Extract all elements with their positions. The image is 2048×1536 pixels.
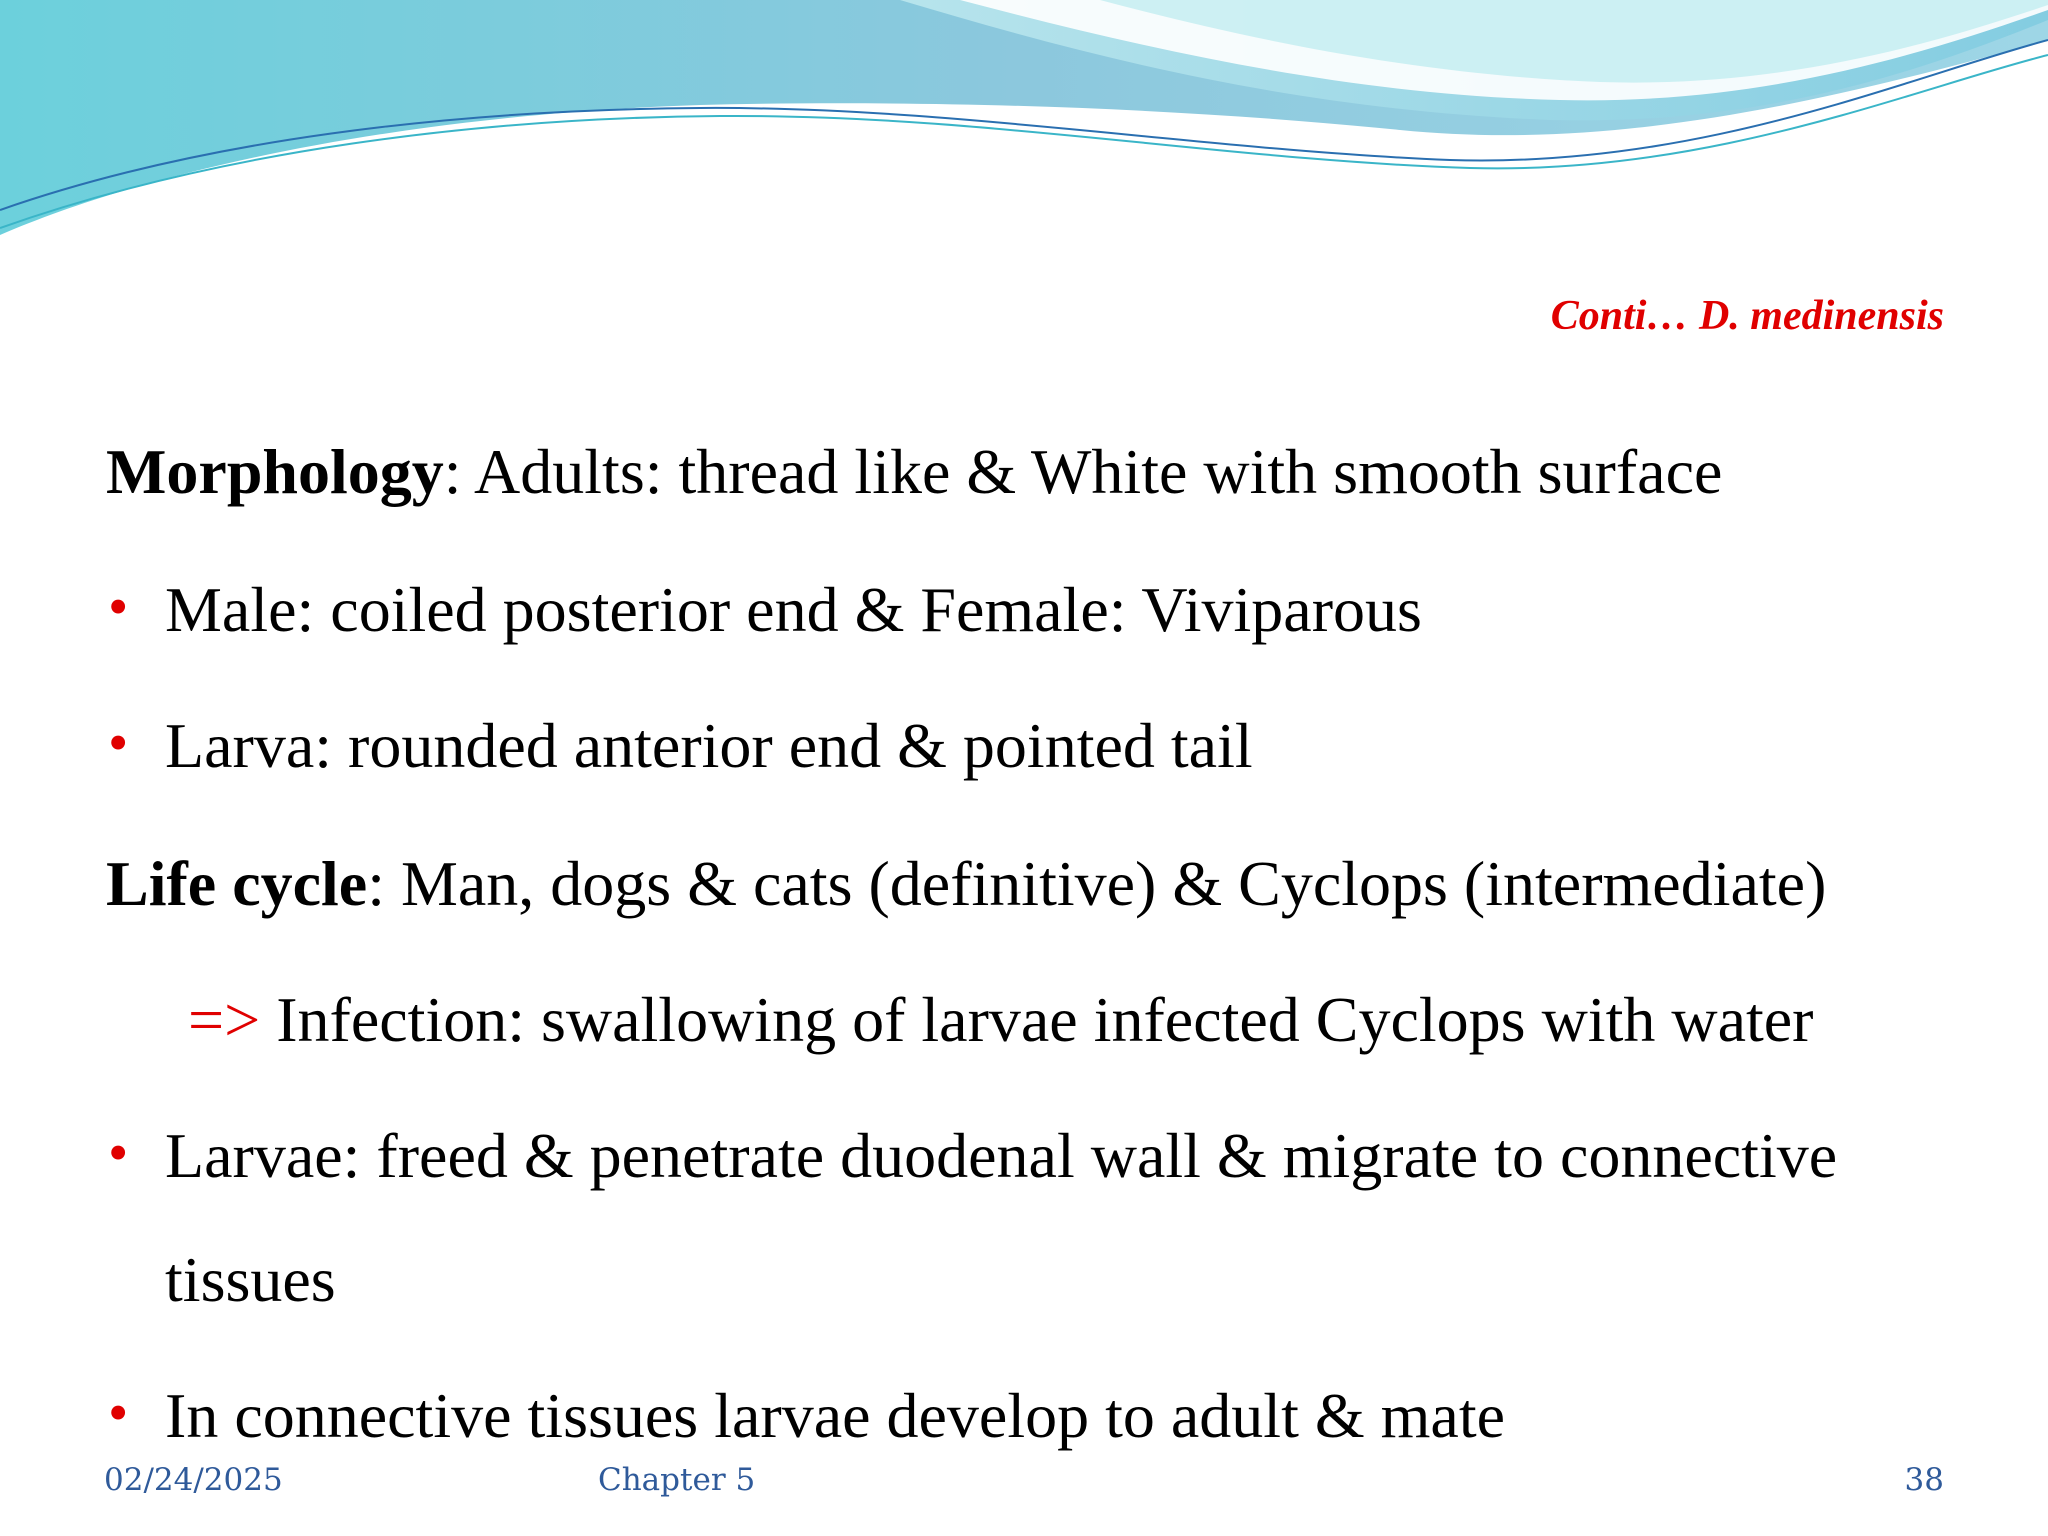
bullet-icon: • [108,1120,129,1185]
arrow-icon: => [188,984,261,1055]
bullet-icon: • [108,1380,129,1445]
footer-chapter: Chapter 5 [598,1462,756,1498]
life-cycle-label: Life cycle [106,848,368,919]
bullet-icon: • [108,574,129,639]
life-cycle-heading [106,848,1827,919]
bullet-larvae-freed: Larvae: freed & penetrate duodenal wall & migrate to connective [165,1120,1838,1191]
morphology-text: : Adults: thread like & White with smooth surface [443,436,1723,507]
header-wave-decoration [0,0,2048,260]
bullet-connective-tissues: In connective tissues larvae develop to adult & mate [165,1380,1505,1451]
footer-page-number: 38 [1904,1462,1944,1498]
morphology-label: Morphology [106,436,444,507]
footer-date: 02/24/2025 [104,1462,283,1498]
infection-text: Infection: swallowing of larvae infected Cyclops with water [260,984,1814,1055]
bullet-larvae-freed-continued: tissues [165,1244,336,1315]
bullet-larva: Larva: rounded anterior end & pointed tail [165,710,1253,781]
morphology-heading [106,436,1723,507]
bullet-icon: • [108,710,129,775]
bullet-male-female: Male: coiled posterior end & Female: Viviparous [165,574,1422,645]
infection-line [188,984,1814,1055]
life-cycle-text: : Man, dogs & cats (definitive) & Cyclops (intermediate) [367,848,1827,919]
slide-subtitle: Conti… D. medinensis [1550,293,1944,339]
